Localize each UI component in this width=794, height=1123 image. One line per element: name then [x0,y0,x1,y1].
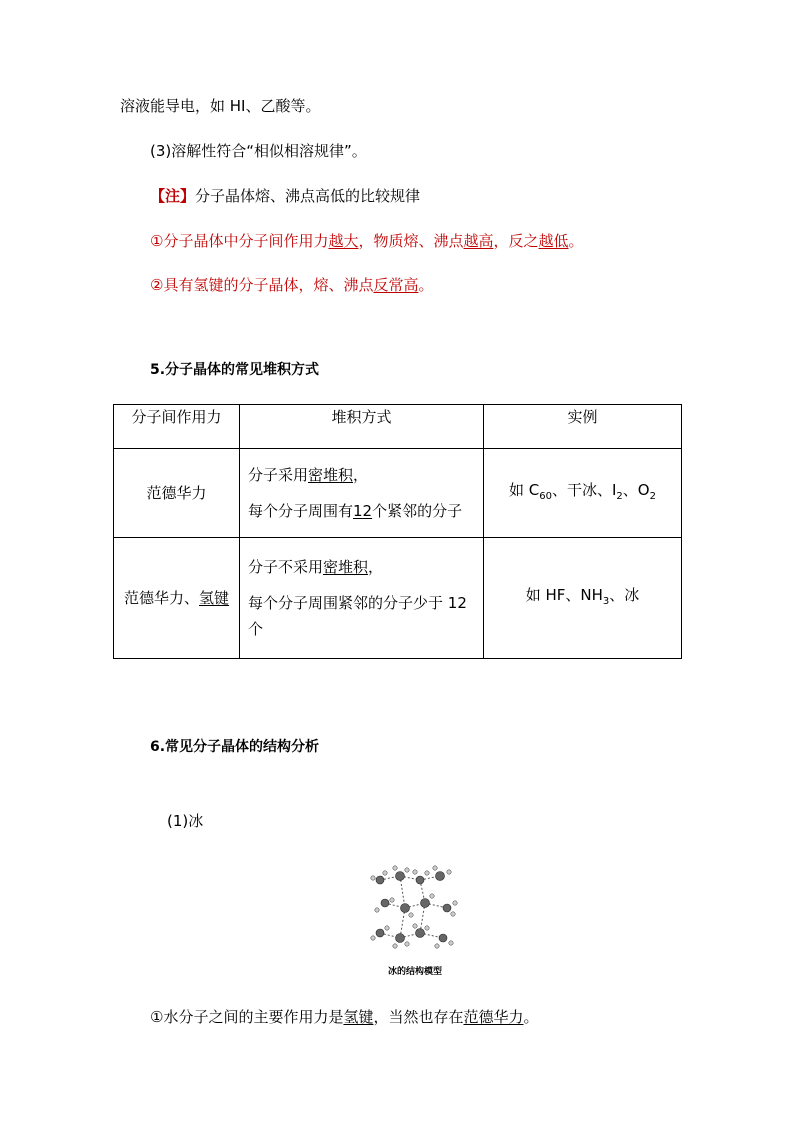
rule-1-blank-2: 越高 [463,232,494,250]
row1-ex-sub3: 2 [649,490,656,502]
row2-force-text: 范德华力、 [123,589,199,607]
row1-p1-blank: 密堆积 [308,466,354,484]
table-header-row [114,405,682,449]
note-tag: 【注】 [150,187,196,205]
section-5-title: 5.分子晶体的常见堆积方式 [150,362,320,378]
rule-1-blank-1: 越大 [328,232,359,250]
rule-1-text: ①分子晶体中分子间作用力 [150,232,329,250]
ice-fact-end: 。 [523,1008,539,1026]
row1-p2-end: 个紧邻的分子 [372,502,463,520]
row2-packing-line3: 个 [248,620,264,638]
ice-structure-figure [365,858,465,978]
row1-packing-line1 [248,465,475,485]
row1-ex-text2: 、干冰、I [551,480,617,499]
row2-force [114,538,240,659]
text-line-solubility: (3)溶解性符合“相似相溶规律”。 [150,142,367,160]
rule-2-blank: 反常高 [373,276,419,294]
figure-caption: 冰的结构模型 [387,967,442,977]
row1-ex-text3: 、O [622,480,650,499]
row2-p1-text: 分子不采用 [248,558,324,576]
row1-ex-sub1: 60 [539,490,552,502]
row1-p2-text: 每个分子周围有 [248,502,354,520]
row1-p1-text: 分子采用 [248,466,309,484]
note-heading [150,186,420,206]
rule-2-end: 。 [418,276,434,294]
row1-force: 范德华力 [114,449,240,538]
row2-ex-sub: 3 [602,595,610,607]
header-force: 分子间作用力 [114,405,240,449]
rule-1 [150,231,584,251]
rule-2-text: ②具有氢键的分子晶体，熔、沸点 [150,276,374,294]
row1-ex-sub2: 2 [616,490,623,502]
ice-fact-blank-1: 氢键 [343,1008,374,1026]
ice-fact-blank-2: 范德华力 [463,1008,524,1026]
row2-ex-text: 如 HF、NH [525,585,603,604]
rule-1-blank-3: 越低 [538,232,569,250]
row1-packing [240,449,484,538]
ice-fact-line [150,1007,539,1027]
note-title: 分子晶体熔、沸点高低的比较规律 [195,187,421,205]
ice-fact-text-2: ，当然也存在 [373,1008,464,1026]
rule-1-text-2: ，物质熔、沸点 [358,232,464,250]
row2-packing-line1 [248,557,475,577]
row2-ex-text2: 、冰 [609,585,640,604]
row2-p1-end: ， [368,558,384,576]
ice-fact-text: ①水分子之间的主要作用力是 [150,1008,344,1026]
row2-p1-blank: 密堆积 [323,558,369,576]
row2-example [484,538,682,659]
ice-label: (1)冰 [167,812,204,830]
section-6-title: 6.常见分子晶体的结构分析 [150,739,320,755]
ice-structure-image [365,858,465,963]
row1-p2-blank: 12 [353,502,373,520]
table-row [114,538,682,659]
rule-2 [150,275,433,295]
row2-packing-line2: 每个分子周围紧邻的分子少于 12 [248,594,467,612]
header-example: 实例 [484,405,682,449]
rule-1-end: 。 [568,232,584,250]
row1-p1-end: ， [353,466,369,484]
row1-example [484,449,682,538]
table-row [114,449,682,538]
text-line-conductivity: 溶液能导电，如 HI、乙酸等。 [120,97,321,115]
row2-packing [240,538,484,659]
row1-ex-text: 如 C [509,480,540,499]
packing-table [113,404,682,659]
rule-1-text-3: ，反之 [493,232,539,250]
header-packing: 堆积方式 [240,405,484,449]
row2-force-blank: 氢键 [199,589,230,607]
row1-packing-line2 [248,501,475,521]
